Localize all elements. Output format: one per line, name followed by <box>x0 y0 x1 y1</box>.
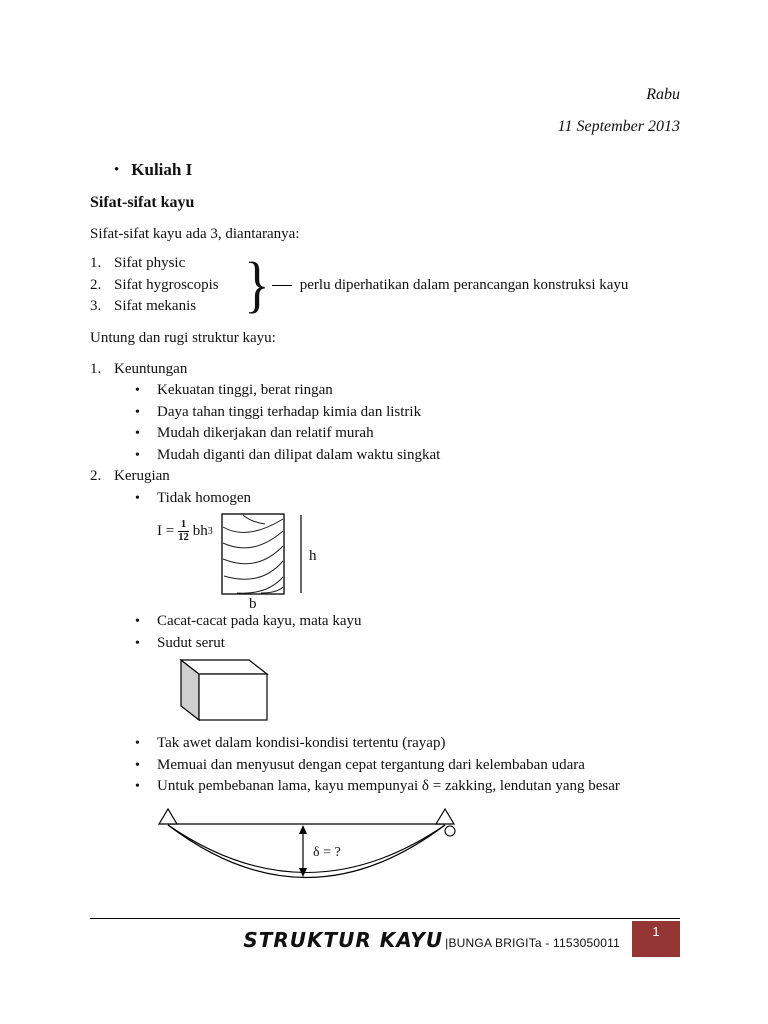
list-item <box>135 402 680 424</box>
date-full: 11 September 2013 <box>557 118 680 135</box>
list-item <box>135 423 680 445</box>
bullet-icon: • <box>135 757 140 773</box>
list-label: Memuai dan menyusut dengan cepat tergantung dari kelembaban udara <box>157 756 585 773</box>
footer-credit: |BUNGA BRIGITa - 1153050011 <box>445 936 620 950</box>
lecture-title: Kuliah I <box>131 160 193 179</box>
list-item <box>135 380 680 402</box>
brace-icon: } <box>244 251 270 320</box>
sifat-list-row <box>90 253 680 318</box>
wood-grain-cross-section-diagram <box>221 513 321 611</box>
list-label: Sudut serut <box>157 634 225 651</box>
list-number: 1. <box>90 360 102 377</box>
list-label: Kekuatan tinggi, berat ringan <box>157 382 333 398</box>
kerugian-label: Kerugian <box>114 468 170 484</box>
sifat-list <box>90 253 242 318</box>
list-label: Sifat mekanis <box>114 298 197 314</box>
bullet-icon: • <box>135 404 140 420</box>
list-number: 1. <box>90 255 102 271</box>
list-item <box>135 488 680 510</box>
wood-block-figure <box>175 656 680 733</box>
height-label: h <box>308 548 317 564</box>
bullet-icon: • <box>135 383 140 398</box>
list-item <box>90 296 242 318</box>
section-title: Sifat-sifat kayu <box>90 194 195 211</box>
bullet-icon: • <box>135 635 140 651</box>
beam-deflection-diagram <box>153 804 463 896</box>
bullet-icon: • <box>135 490 140 506</box>
page-footer <box>90 918 680 957</box>
inertia-formula <box>157 519 213 544</box>
date-day: Rabu <box>646 86 680 103</box>
fraction <box>178 519 189 544</box>
formula-term: bh <box>192 523 208 540</box>
list-number: 3. <box>90 298 102 314</box>
width-label: b <box>248 596 257 611</box>
list-item <box>135 755 680 777</box>
list-item <box>90 275 242 297</box>
bullet-icon: • <box>114 161 120 178</box>
list-item <box>135 733 680 755</box>
date-block <box>90 86 680 136</box>
inertia-figure <box>157 513 680 611</box>
section-intro: Sifat-sifat kayu ada 3, diantaranya: <box>90 226 300 242</box>
list-item <box>135 633 680 655</box>
list-number: 2. <box>90 276 102 293</box>
footer-row <box>90 919 680 957</box>
list-label: Tidak homogen <box>157 489 252 506</box>
keuntungan-label: Keuntungan <box>114 360 188 377</box>
brace-connector-line <box>272 285 292 286</box>
list-item <box>135 445 680 467</box>
list-label: Sifat hygroscopis <box>114 276 219 293</box>
fraction-numerator: 1 <box>178 519 189 532</box>
bullet-icon: • <box>135 426 140 441</box>
kerugian-header <box>90 466 680 488</box>
list-label: Cacat-cacat pada kayu, mata kayu <box>157 613 362 629</box>
bullet-icon: • <box>135 779 140 794</box>
page-number-badge: 1 <box>632 921 680 957</box>
lecture-title-item <box>114 160 680 180</box>
bullet-icon: • <box>135 614 140 629</box>
list-item <box>135 776 680 798</box>
list-label: Tak awet dalam kondisi-kondisi tertentu (rayap) <box>157 735 446 751</box>
bullet-icon: • <box>135 736 140 751</box>
list-item <box>90 253 242 275</box>
formula-lhs: I = <box>157 523 175 540</box>
cube-diagram <box>175 656 285 728</box>
fraction-denominator: 12 <box>178 532 189 544</box>
formula-exponent: 3 <box>207 526 213 538</box>
list-label: Mudah diganti dan dilipat dalam waktu singkat <box>157 446 441 463</box>
bullet-icon: • <box>135 447 140 463</box>
brace-note: perlu diperhatikan dalam perancangan konstruksi kayu <box>299 276 629 293</box>
footer-text <box>243 928 620 952</box>
list-item <box>135 611 680 633</box>
list-label: Untuk pembebanan lama, kayu mempunyai δ = zakking, lendutan yang besar <box>157 778 620 794</box>
list-label: Sifat physic <box>114 255 186 271</box>
footer-title: STRUKTUR KAYU <box>243 928 444 952</box>
deflection-label: δ = ? <box>313 844 341 860</box>
list-number: 2. <box>90 468 102 484</box>
keuntungan-header <box>90 359 680 381</box>
list-label: Mudah dikerjakan dan relatif murah <box>157 425 374 441</box>
beam-deflection-figure <box>153 804 680 901</box>
list-label: Daya tahan tinggi terhadap kimia dan listrik <box>157 403 422 420</box>
untung-rugi-intro: Untung dan rugi struktur kayu: <box>90 329 276 346</box>
